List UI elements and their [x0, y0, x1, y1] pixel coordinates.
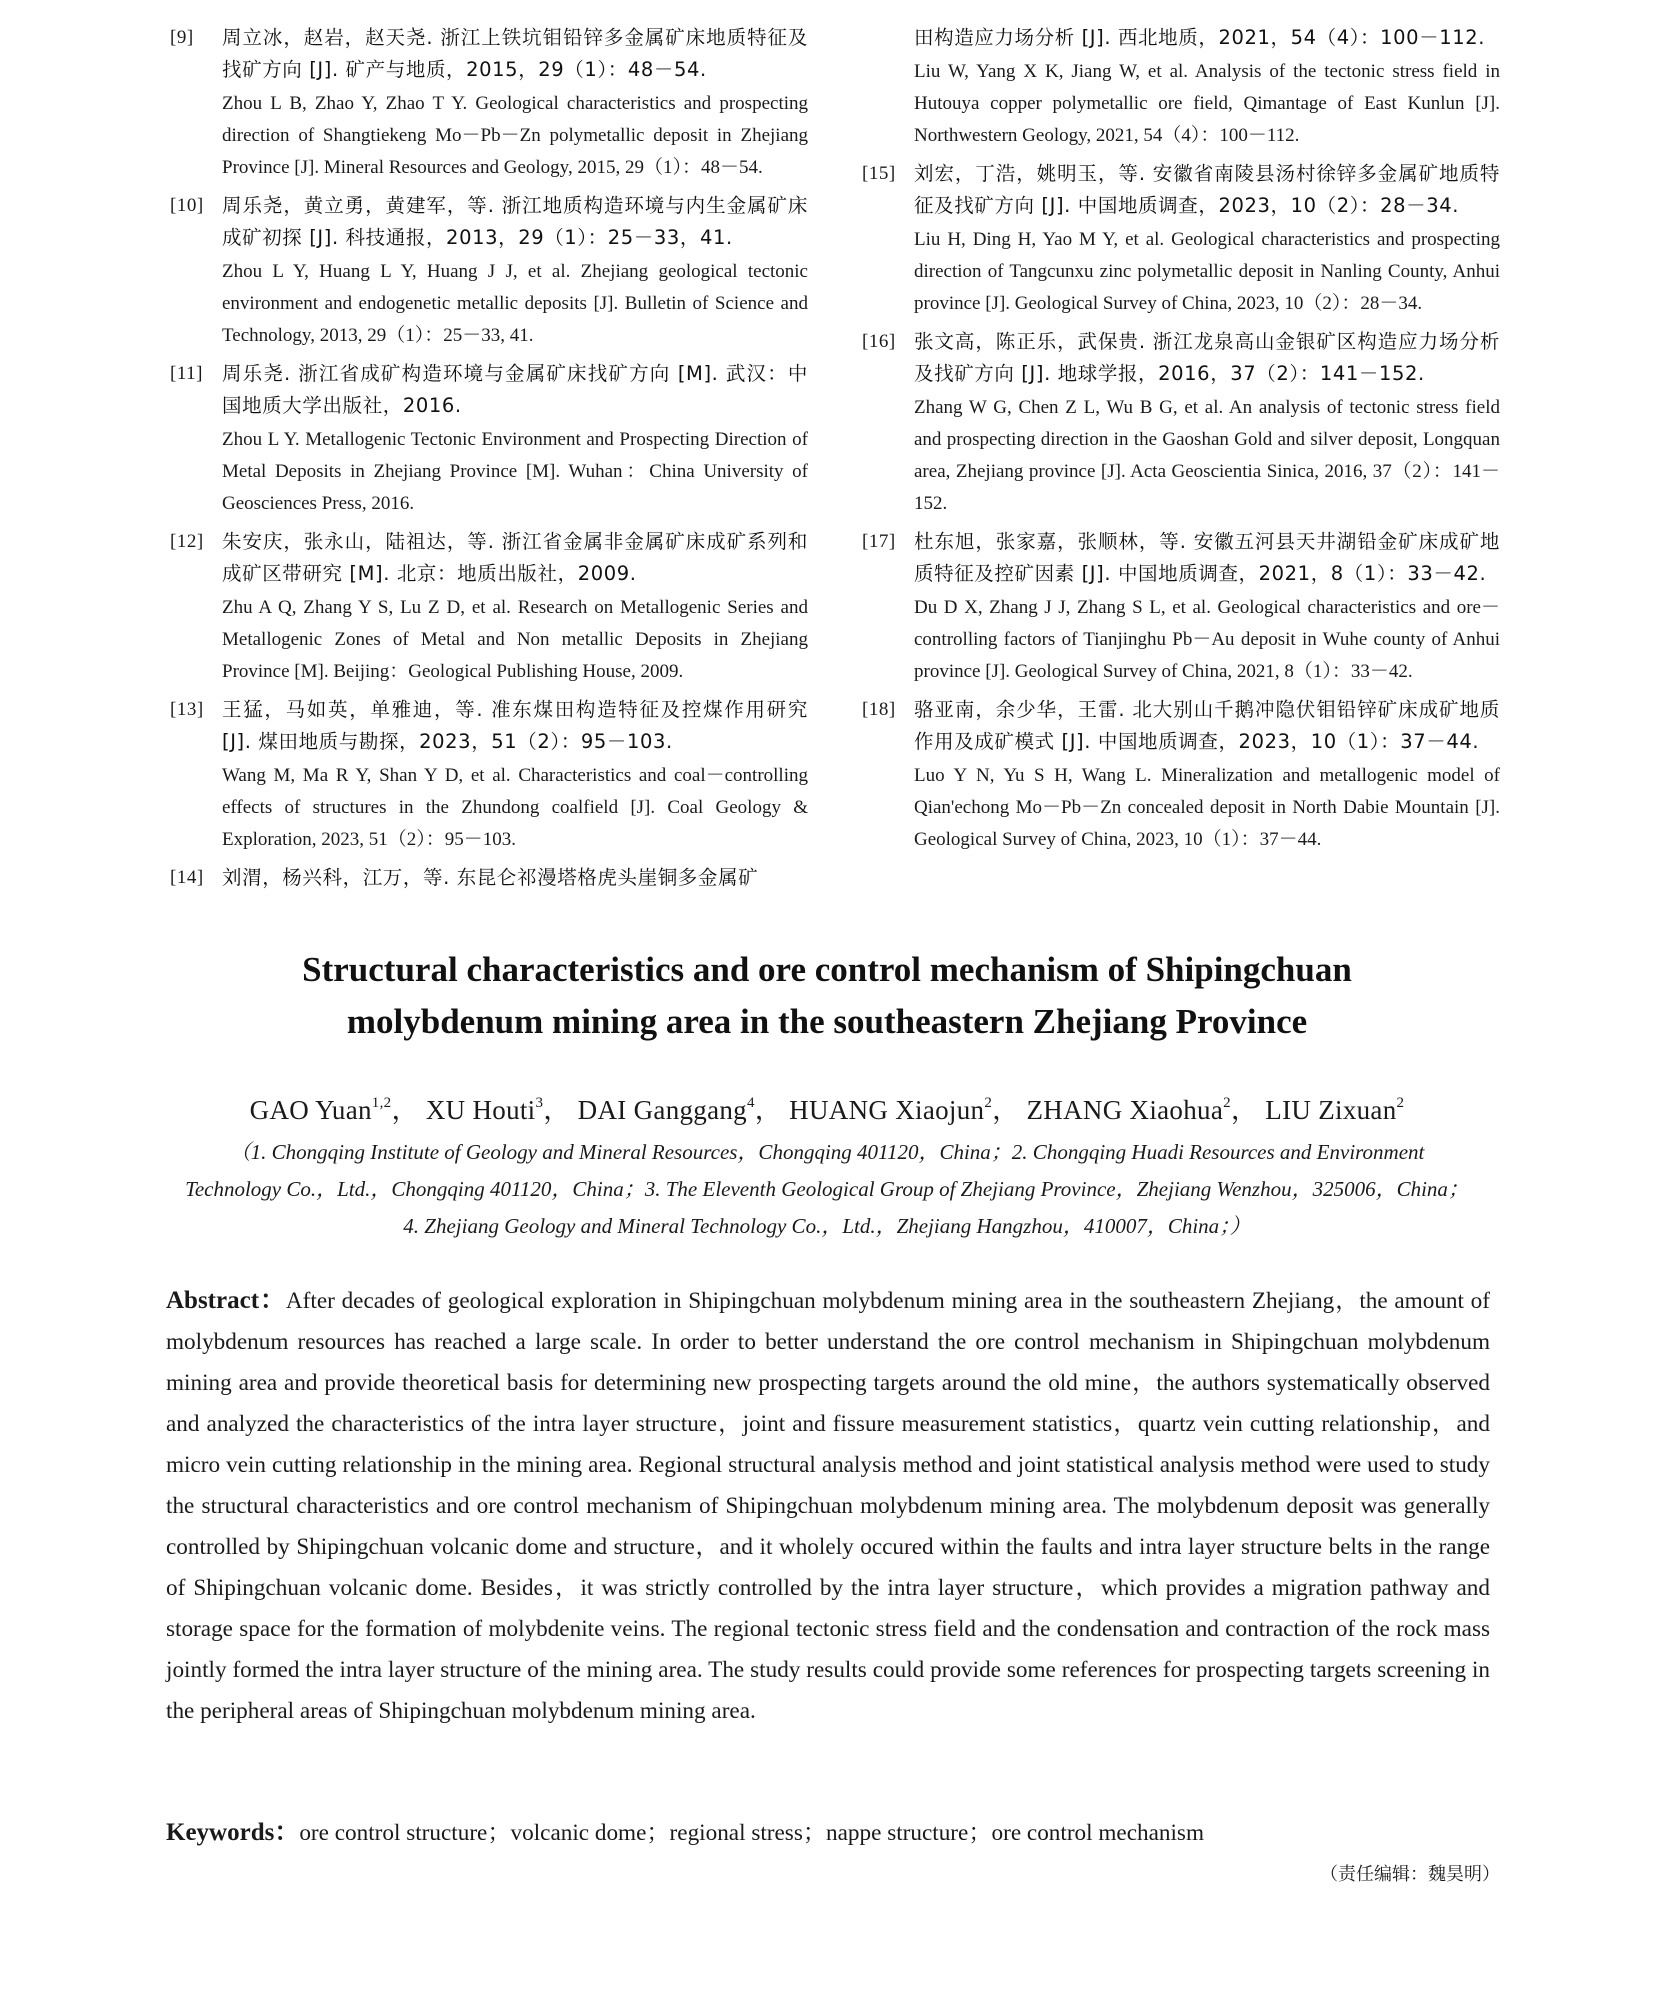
keywords-label: Keywords：: [166, 1819, 300, 1846]
reference-number: [12]: [170, 531, 204, 552]
reference-english: Du D X, Zhang J J, Zhang S L, et al. Geological characteristics and ore－controlling factors of Tianjinghu Pb－Au deposit in Wuhe county of Anhui province [J]. Geological Survey of China, 2021, 8（1）：33－42.: [914, 597, 1500, 682]
reference-item: [170, 358, 808, 520]
keywords-text: ore control structure；volcanic dome；regional stress；nappe structure；ore control mechanism: [299, 1820, 1204, 1846]
reference-item: [170, 190, 808, 352]
author-affiliation-mark: 4: [746, 1095, 755, 1111]
reference-chinese: 朱安庆，张永山，陆祖达，等. 浙江省金属非金属矿床成矿系列和成矿区带研究 [M]. 北京：地质出版社，2009.: [222, 530, 808, 585]
reference-item-continued: [862, 22, 1500, 152]
author-separator: ，: [543, 1095, 571, 1125]
paper-title-line: Structural characteristics and ore control mechanism of Shipingchuan: [302, 950, 1352, 989]
abstract: [166, 1280, 1490, 1732]
reference-item: [170, 694, 808, 856]
reference-number: [18]: [862, 699, 896, 720]
reference-list: [170, 22, 1500, 900]
reference-item: [862, 694, 1500, 856]
abstract-text: After decades of geological exploration in Shipingchuan molybdenum mining area in the southeastern Zhejiang，the amount of molybdenum resources has reached a large scale. In order to better understand the ore control mechanism in Shipingchuan molybdenum mining area and provide theoretical basis for determining new prospecting targets around the old mine，the authors systematically observed and analyzed the characteristics of the intra layer structure，joint and fissure measurement statistics，quartz vein cutting relationship，and micro vein cutting relationship in the mining area. Regional structural analysis method and joint statistical analysis method were used to study the structural characteristics and ore control mechanism of Shipingchuan molybdenum mining area. The molybdenum deposit was generally controlled by Shipingchuan volcanic dome and structure，and it wholely occured within the faults and intra layer structure belts in the range of Shipingchuan volcanic dome. Besides，it was strictly controlled by the intra layer structure，which provides a migration pathway and storage space for the formation of molybdenite veins. The regional tectonic stress field and the condensation and contraction of the rock mass jointly formed the intra layer structure of the mining area. The study results could provide some references for prospecting targets screening in the peripheral areas of Shipingchuan molybdenum mining area.: [166, 1288, 1491, 1724]
reference-chinese: 周乐尧，黄立勇，黄建军，等. 浙江地质构造环境与内生金属矿床成矿初探 [J]. 科技通报，2013，29（1）：25－33，41.: [222, 194, 808, 249]
author-separator: ，: [992, 1095, 1020, 1125]
author-separator: ，: [1230, 1095, 1259, 1125]
author-affiliation-mark: 2: [1223, 1095, 1231, 1111]
author-affiliation-mark: 2: [984, 1095, 993, 1111]
reference-english: Zhu A Q, Zhang Y S, Lu Z D, et al. Research on Metallogenic Series and Metallogenic Zones of Metal and Non metallic Deposits in Zhejiang Province [M]. Beijing：Geological Publishing House, 2009.: [222, 597, 808, 682]
reference-chinese: 骆亚南，余少华，王雷. 北大别山千鹅冲隐伏钼铅锌矿床成矿地质作用及成矿模式 [J]. 中国地质调查，2023，10（1）：37－44.: [914, 698, 1500, 753]
reference-english: Zhou L Y, Huang L Y, Huang J J, et al. Zhejiang geological tectonic environment and endogenetic metallic deposits [J]. Bulletin of Science and Technology, 2013, 29（1）：25－33, 41.: [222, 261, 808, 346]
keywords: [166, 1814, 1490, 1852]
reference-number: [9]: [170, 27, 194, 48]
author-affiliation-mark: 3: [535, 1095, 544, 1111]
author-separator: ，: [391, 1095, 419, 1125]
author-name: ZHANG Xiaohua: [1026, 1095, 1224, 1125]
reference-number: [14]: [170, 867, 204, 888]
paper-title: [150, 944, 1504, 1048]
reference-chinese: 周乐尧. 浙江省成矿构造环境与金属矿床找矿方向 [M]. 武汉：中国地质大学出版社，2016.: [222, 362, 808, 417]
reference-number: [16]: [862, 331, 896, 352]
reference-chinese: 田构造应力场分析 [J]. 西北地质，2021，54（4）：100－112.: [914, 26, 1486, 49]
author-name: GAO Yuan: [249, 1095, 372, 1125]
reference-english: Zhou L B, Zhao Y, Zhao T Y. Geological characteristics and prospecting direction of Shangtiekeng Mo－Pb－Zn polymetallic deposit in Zhejiang Province [J]. Mineral Resources and Geology, 2015, 29（1）：48－54.: [222, 93, 808, 178]
reference-chinese: 张文高，陈正乐，武保贵. 浙江龙泉高山金银矿区构造应力场分析及找矿方向 [J]. 地球学报，2016，37（2）：141－152.: [914, 330, 1500, 385]
reference-item: [170, 22, 808, 184]
reference-english: Zhang W G, Chen Z L, Wu B G, et al. An analysis of tectonic stress field and prospecting direction in the Gaoshan Gold and silver deposit, Longquan area, Zhejiang province [J]. Acta Geoscientia Sinica, 2016, 37（2）：141－152.: [914, 397, 1500, 514]
reference-column-right: [862, 22, 1500, 900]
reference-chinese: 刘宏，丁浩，姚明玉，等. 安徽省南陵县汤村徐锌多金属矿地质特征及找矿方向 [J]. 中国地质调查，2023，10（2）：28－34.: [914, 162, 1500, 217]
reference-english: Zhou L Y. Metallogenic Tectonic Environment and Prospecting Direction of Metal Deposits in Zhejiang Province [M]. Wuhan：China University of Geosciences Press, 2016.: [222, 429, 808, 514]
reference-number: [17]: [862, 531, 896, 552]
reference-item: [862, 158, 1500, 320]
author-affiliation-mark: 1,2: [371, 1095, 392, 1111]
author-list: [150, 1092, 1504, 1128]
author-name: HUANG Xiaojun: [789, 1095, 985, 1125]
reference-english: Liu W, Yang X K, Jiang W, et al. Analysis of the tectonic stress field in Hutouya copper polymetallic ore field, Qimantage of East Kunlun [J]. Northwestern Geology, 2021, 54（4）：100－112.: [914, 61, 1500, 146]
reference-item: [170, 862, 808, 894]
reference-item: [862, 526, 1500, 688]
reference-chinese: 王猛，马如英，单雅迪，等. 准东煤田构造特征及控煤作用研究 [J]. 煤田地质与勘探，2023，51（2）：95－103.: [222, 698, 808, 753]
author-name: LIU Zixuan: [1265, 1095, 1397, 1125]
affiliations: （1. Chongqing Institute of Geology and Mineral Resources，Chongqing 401120，China；2. Chongqing Huadi Resources and Environment Technology Co.，Ltd.，Chongqing 401120，China；3. The Eleventh Geological Group of Zhejiang Province，Zhejiang Wenzhou，325006，China；4. Zhejiang Geology and Mineral Technology Co.，Ltd.，Zhejiang Hangzhou，410007，China；）: [185, 1140, 1469, 1238]
reference-number: [13]: [170, 699, 204, 720]
reference-number: [10]: [170, 195, 204, 216]
author-name: XU Houti: [425, 1095, 536, 1125]
reference-item: [862, 326, 1500, 520]
reference-chinese: 杜东旭，张家嘉，张顺林，等. 安徽五河县天井湖铅金矿床成矿地质特征及控矿因素 [J]. 中国地质调查，2021，8（1）：33－42.: [914, 530, 1500, 585]
reference-item: [170, 526, 808, 688]
paper-title-line: molybdenum mining area in the southeastern Zhejiang Province: [346, 1002, 1308, 1041]
abstract-label: Abstract：: [166, 1287, 286, 1314]
author-affiliation-mark: 2: [1396, 1095, 1405, 1111]
reference-english: Luo Y N, Yu S H, Wang L. Mineralization and metallogenic model of Qian'echong Mo－Pb－Zn concealed deposit in North Dabie Mountain [J]. Geological Survey of China, 2023, 10（1）：37－44.: [914, 765, 1500, 850]
reference-english: Wang M, Ma R Y, Shan Y D, et al. Characteristics and coal－controlling effects of structures in the Zhundong coalfield [J]. Coal Geology & Exploration, 2023, 51（2）：95－103.: [222, 765, 808, 850]
reference-chinese: 周立冰，赵岩，赵天尧. 浙江上铁坑钼铅锌多金属矿床地质特征及找矿方向 [J]. 矿产与地质，2015，29（1）：48－54.: [222, 26, 808, 81]
author-name: DAI Ganggang: [577, 1095, 747, 1125]
reference-number: [15]: [862, 163, 896, 184]
reference-number: [11]: [170, 363, 203, 384]
reference-column-left: [170, 22, 808, 900]
reference-english: Liu H, Ding H, Yao M Y, et al. Geological characteristics and prospecting direction of Tangcunxu zinc polymetallic deposit in Nanling County, Anhui province [J]. Geological Survey of China, 2023, 10（2）：28－34.: [914, 229, 1500, 314]
reference-chinese: 刘渭，杨兴科，江万，等. 东昆仑祁漫塔格虎头崖铜多金属矿: [222, 866, 759, 889]
responsible-editor: （责任编辑：魏昊明）: [1320, 1864, 1500, 1885]
author-separator: ，: [754, 1095, 783, 1125]
